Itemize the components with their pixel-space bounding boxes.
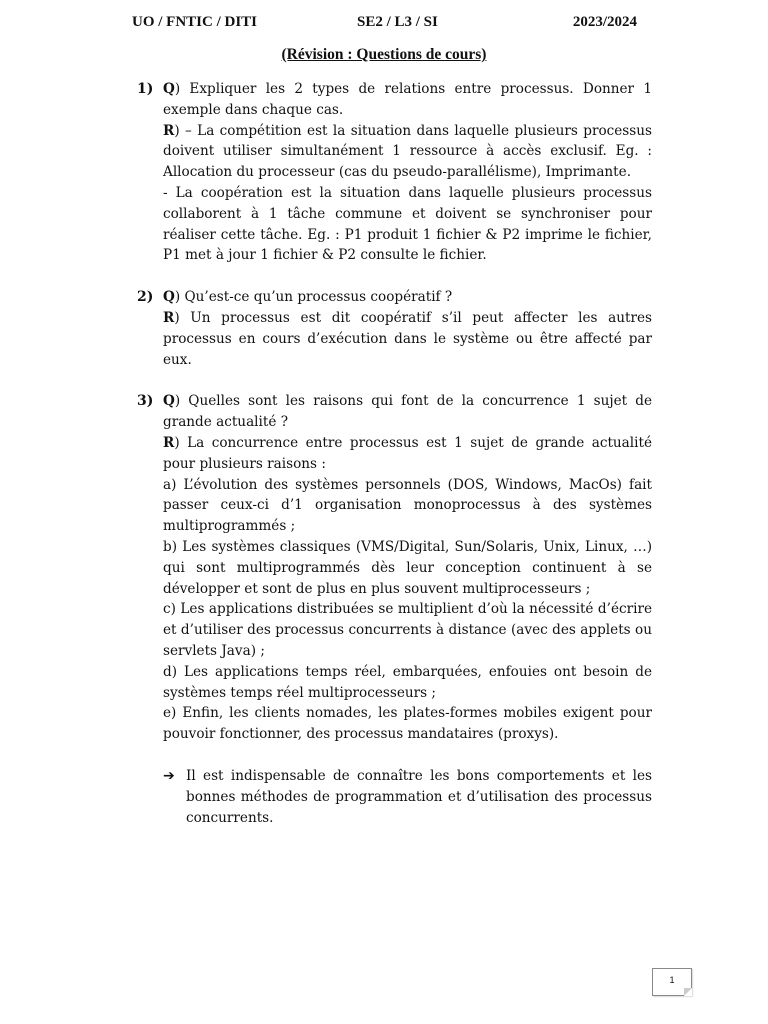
question-label: Q	[163, 289, 175, 306]
question-text	[163, 287, 652, 308]
question-text	[163, 391, 652, 433]
question-block	[137, 79, 652, 266]
answer-text	[163, 433, 652, 475]
question-block	[137, 287, 652, 370]
page-number	[652, 968, 692, 996]
answer-body: ) Un processus est dit coopératif s’il peut affecter les autres processus en cours d’exécution dans le système ou être affecté par eux.	[163, 309, 652, 368]
question-body: ) Qu’est-ce qu’un processus coopératif ?	[174, 289, 453, 306]
answer-text	[163, 308, 652, 370]
document-title	[0, 46, 768, 64]
conclusion	[137, 766, 652, 828]
answer-list-item: a) L’évolution des systèmes personnels (DOS, Windows, MacOs) fait passer ceux-ci d’1 organisation monoprocessus à des systèmes multiprogrammés ;	[163, 476, 652, 535]
page-number-text: 1	[669, 975, 675, 985]
header-year: 2023/2024	[572, 14, 637, 30]
page-header	[132, 14, 637, 36]
answer-label: R	[163, 122, 175, 139]
question-number: 1)	[137, 81, 154, 97]
document-title-text: (Révision : Questions de cours)	[281, 46, 487, 63]
answer-list-item: d) Les applications temps réel, embarquées, enfouies ont besoin de systèmes temps réel multiprocesseurs ;	[163, 663, 652, 701]
question-number: 2)	[137, 289, 154, 306]
answer-list-item: e) Enfin, les clients nomades, les plates-formes mobiles exigent pour pouvoir fonctionner, des processus mandataires (proxys).	[163, 705, 652, 743]
document-body	[137, 79, 652, 828]
question-label: Q	[163, 393, 175, 410]
question-label: Q	[163, 81, 175, 97]
right-arrow-icon: ➔	[163, 767, 175, 784]
question-number: 3)	[137, 393, 154, 410]
question-block	[137, 391, 652, 745]
answer-list-item: c) Les applications distribuées se multiplient d’où la nécessité d’écrire et d’utiliser des processus concurrents à distance (avec des applets ou servlets Java) ;	[163, 601, 652, 659]
answer-body: ) La concurrence entre processus est 1 sujet de grande actualité pour plusieurs raisons :	[163, 434, 652, 472]
answer-body: ) – La compétition est la situation dans laquelle plusieurs processus doivent utiliser simultanément 1 ressource à accès exclusif. Eg. : Allocation du processeur (cas du pseudo-parallélisme), Imprimante.	[163, 122, 652, 181]
question-body: ) Expliquer les 2 types de relations entre processus. Donner 1 exemple dans chaque cas.	[163, 81, 652, 118]
answer-text	[163, 121, 652, 183]
answer-label: R	[163, 434, 175, 451]
conclusion-text: Il est indispensable de connaître les bons comportements et les bonnes méthodes de programmation et d’utilisation des processus concurrents.	[186, 767, 652, 826]
page-fold-corner	[684, 988, 692, 996]
header-institution: UO / FNTIC / DITI	[132, 14, 258, 30]
answer-list-item: b) Les systèmes classiques (VMS/Digital, Sun/Solaris, Unix, Linux, …) qui sont multiprogrammés dès leur conception continuent à se développer et sont de plus en plus souvent multiprocesseurs ;	[163, 538, 652, 597]
question-text	[163, 79, 652, 121]
answer-paragraph: - La coopération est la situation dans laquelle plusieurs processus collaborent à 1 tâche commune et doivent se synchroniser pour réaliser cette tâche. Eg. : P1 produit 1 fichier & P2 imprime le fichier, P1 met à jour 1 fichier & P2 consulte le fichier.	[163, 184, 652, 264]
header-course: SE2 / L3 / SI	[357, 14, 438, 30]
answer-label: R	[163, 309, 175, 326]
question-body: ) Quelles sont les raisons qui font de la concurrence 1 sujet de grande actualité ?	[163, 393, 652, 431]
